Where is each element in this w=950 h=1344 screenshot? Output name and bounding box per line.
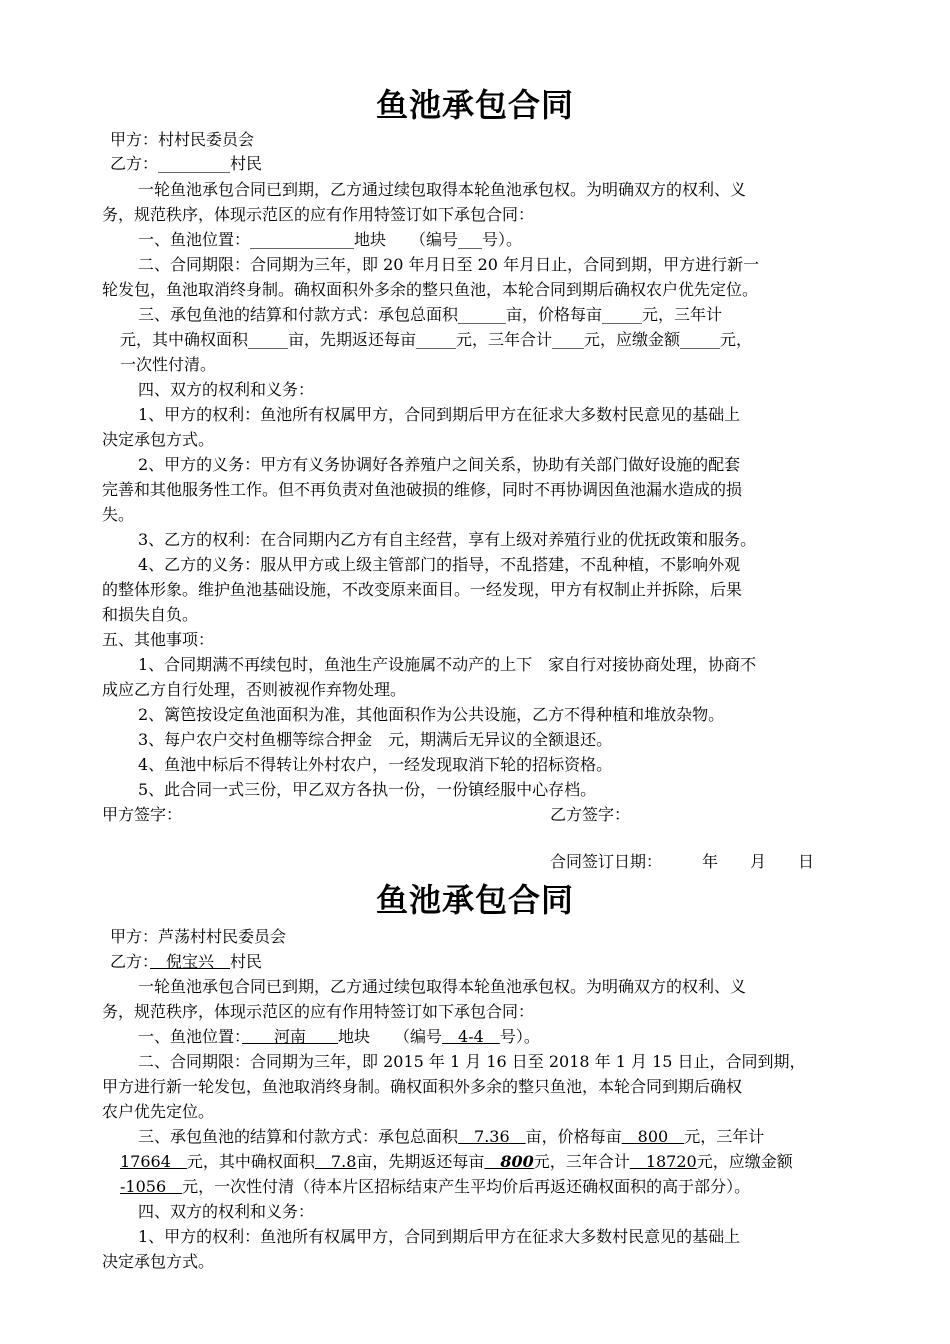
- clause-payment: 三、承包鱼池的结算和付款方式：承包总面积______亩，价格每亩_____元，三年计: [138, 305, 723, 324]
- rights-item: 决定承包方式。: [102, 1252, 215, 1271]
- party-a: 甲方：村村民委员会: [110, 130, 255, 149]
- clause-payment: 元，其中确权面积_____亩，先期返还每亩_____元，三年合计____元，应缴金额_____元，: [120, 330, 753, 349]
- intro-line: 一轮鱼池承包合同已到期，乙方通过续包取得本轮鱼池承包权。为明确双方的权利、义: [138, 977, 747, 996]
- intro-line: 务，规范秩序，体现示范区的应有作用特签订如下承包合同：: [102, 205, 535, 224]
- rights-item: 决定承包方式。: [102, 430, 215, 449]
- total-area: 7.36: [458, 1127, 526, 1146]
- refund-per-mu: 800: [484, 1152, 534, 1171]
- other-item: 2、篱笆按设定鱼池面积为准，其他面积作为公共设施，乙方不得种植和堆放杂物。: [138, 705, 725, 724]
- signature-party-b: 乙方签字：: [550, 805, 631, 824]
- intro-line: 务，规范秩序，体现示范区的应有作用特签订如下承包合同：: [102, 1002, 535, 1021]
- party-b-name: 倪宝兴: [150, 952, 231, 971]
- clause-term: 二、合同期限：合同期为三年，即 20 年月日至 20 年月日止，合同到期，甲方进行新一: [138, 255, 760, 274]
- clause-term: 轮发包，鱼池取消终身制。确权面积外多余的整只鱼池，本轮合同到期后确权农户优先定位。: [102, 280, 759, 299]
- party-b: 乙方： 倪宝兴 村民: [110, 952, 263, 971]
- rights-item: 1、甲方的权利：鱼池所有权属甲方，合同到期后甲方在征求大多数村民意见的基础上: [138, 1227, 741, 1246]
- clause-payment: 一次性付清。: [120, 355, 217, 374]
- other-item: 4、鱼池中标后不得转让外村农户，一经发现取消下轮的招标资格。: [138, 755, 613, 774]
- rights-item: 完善和其他服务性工作。但不再负责对鱼池破损的维修，同时不再协调因鱼池漏水造成的损: [102, 480, 743, 499]
- other-item: 成应乙方自行处理，否则被视作弃物处理。: [102, 680, 407, 699]
- party-a: 甲方：芦荡村村民委员会: [110, 927, 287, 946]
- clause-location: 一、鱼池位置：_____________地块 （编号___号）。: [138, 230, 523, 249]
- other-item: 3、每户农户交村鱼棚等综合押金 元，期满后无异议的全额退还。: [138, 730, 613, 749]
- refund-total: 18720: [629, 1152, 697, 1171]
- rights-item: 的整体形象。维护鱼池基础设施，不改变原来面目。一经发现，甲方有权制止并拆除，后果: [102, 580, 743, 599]
- intro-line: 一轮鱼池承包合同已到期，乙方通过续包取得本轮鱼池承包权。为明确双方的权利、义: [138, 180, 747, 199]
- plot-number: 4-4: [442, 1027, 500, 1046]
- price-per-mu: 800: [621, 1127, 685, 1146]
- party-b: 乙方：_________村民: [110, 154, 263, 173]
- rights-item: 失。: [102, 505, 135, 524]
- other-item: 5、此合同一式三份，甲乙双方各执一份，一份镇经服中心存档。: [138, 780, 597, 799]
- clause-payment: 17664 元，其中确权面积 7.8亩，先期返还每亩 800元，三年合计 18720元，应缴金额: [120, 1152, 793, 1171]
- clause-payment: -1056 元，一次性付清（待本片区招标结束产生平均价后再返还确权面积的高于部分）。: [120, 1177, 751, 1196]
- clause-location: 一、鱼池位置： 河南 地块 （编号 4-4 号）。: [138, 1027, 540, 1046]
- clause-payment: 三、承包鱼池的结算和付款方式：承包总面积 7.36 亩，价格每亩 800 元，三年计: [138, 1127, 765, 1146]
- due-amount: -1056: [120, 1177, 183, 1196]
- clause-term: 二、合同期限：合同期为三年，即 2015 年 1 月 16 日至 2018 年 1 月 15 日止，合同到期，: [138, 1052, 806, 1071]
- rights-item: 1、甲方的权利：鱼池所有权属甲方，合同到期后甲方在征求大多数村民意见的基础上: [138, 405, 741, 424]
- confirmed-area: 7.8: [314, 1152, 357, 1171]
- clause-rights-heading: 四、双方的权利和义务：: [138, 380, 315, 399]
- signing-date: 合同签订日期： 年 月 日: [550, 852, 815, 871]
- clause-rights-heading: 四、双方的权利和义务：: [138, 1202, 315, 1221]
- location-value: 河南: [242, 1027, 339, 1046]
- clause-other-heading: 五、其他事项：: [102, 630, 215, 649]
- other-item: 1、合同期满不再续包时，鱼池生产设施属不动产的上下 家自行对接协商处理，协商不: [138, 655, 757, 674]
- three-year-total: 17664: [120, 1152, 187, 1171]
- rights-item: 和损失自负。: [102, 605, 199, 624]
- contract-title: 鱼池承包合同: [375, 86, 574, 124]
- signature-party-a: 甲方签字：: [102, 805, 183, 824]
- clause-term: 农户优先定位。: [102, 1102, 215, 1121]
- contract-title: 鱼池承包合同: [375, 881, 574, 919]
- rights-item: 4、乙方的义务：服从甲方或上级主管部门的指导，不乱搭建，不乱种植，不影响外观: [138, 555, 741, 574]
- clause-term: 甲方进行新一轮发包，鱼池取消终身制。确权面积外多余的整只鱼池，本轮合同到期后确权: [102, 1077, 743, 1096]
- rights-item: 3、乙方的权利：在合同期内乙方有自主经营，享有上级对养殖行业的优抚政策和服务。: [138, 530, 757, 549]
- rights-item: 2、甲方的义务：甲方有义务协调好各养殖户之间关系，协助有关部门做好设施的配套: [138, 455, 741, 474]
